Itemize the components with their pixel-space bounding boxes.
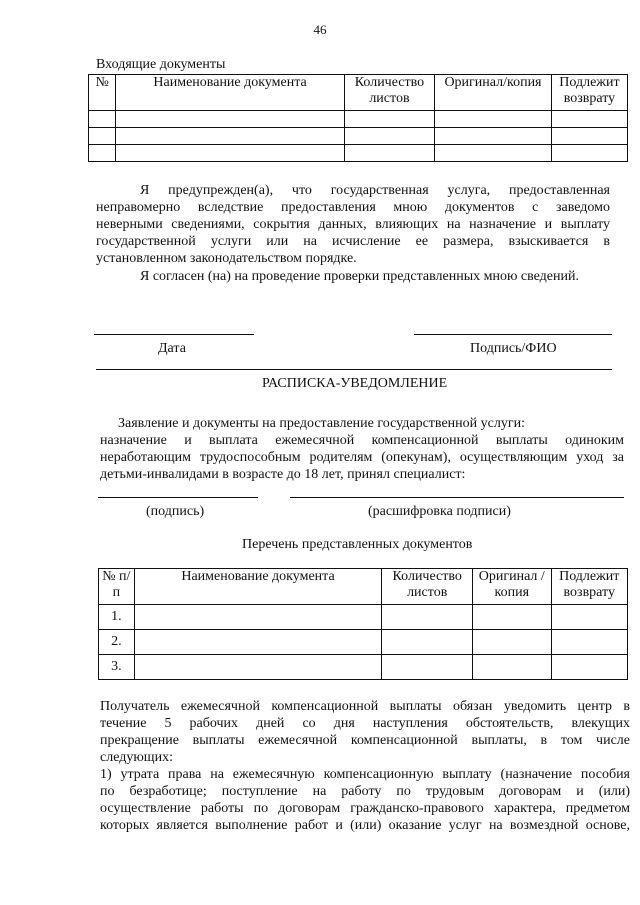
receipt-intro: Заявление и документы на предоставление государственной услуги:	[118, 416, 525, 431]
docs-col-original: Оригинал /копия	[473, 569, 551, 605]
incoming-col-sheets: Количество листов	[344, 75, 434, 111]
obligation-line-5: 1) утрата права на ежемесячную компенсационную выплату (назначение пособия	[100, 767, 630, 782]
table-row	[89, 128, 628, 145]
page-number: 46	[313, 22, 327, 37]
receipt-decode-label: (расшифровка подписи)	[368, 504, 511, 519]
incoming-col-no: №	[89, 75, 116, 111]
docs-col-sheets: Количество листов	[382, 569, 473, 605]
table-row	[89, 145, 628, 162]
date-line	[94, 334, 254, 335]
row-number: 1.	[99, 605, 135, 630]
date-label: Дата	[158, 341, 186, 356]
table-row	[99, 630, 628, 655]
receipt-sign-label: (подпись)	[146, 504, 205, 519]
signature-line	[414, 334, 612, 335]
separator-line	[96, 369, 612, 370]
obligation-line-7: осуществление работы по договорам гражданско-правового характера, предметом	[100, 801, 630, 816]
obligation-line-8: которых является выполнение работ и (или) оказание услуг на возмездной основе,	[100, 818, 630, 833]
signature-label: Подпись/ФИО	[470, 341, 557, 356]
warning-line-5: установленном законодательством порядке.	[96, 251, 357, 266]
incoming-col-original: Оригинал/копия	[435, 75, 552, 111]
obligation-line-2: течение 5 рабочих дней со дня наступления обстоятельств, влекущих	[100, 716, 630, 731]
warning-line-1: Я предупрежден(а), что государственная услуга, предоставленная	[140, 183, 610, 198]
warning-line-3: неверными сведениями, сокрытия данных, влияющих на назначение и выплату	[96, 217, 610, 232]
row-number: 3.	[99, 655, 135, 680]
docs-col-name: Наименование документа	[134, 569, 382, 605]
obligation-line-6: по безработице; поступление на работу по трудовым договорам и (или)	[100, 784, 630, 799]
table-row	[89, 111, 628, 128]
table-row	[99, 605, 628, 630]
receipt-title: РАСПИСКА-УВЕДОМЛЕНИЕ	[262, 376, 448, 391]
docs-col-return: Подлежит возврату	[551, 569, 627, 605]
receipt-line-2: неработающим трудоспособным родителям (опекунам), осуществляющим уход за	[100, 450, 624, 465]
receipt-line-3: детьми-инвалидами в возрасте до 18 лет, принял специалист:	[100, 467, 466, 482]
row-number: 2.	[99, 630, 135, 655]
docs-list-table	[98, 568, 628, 680]
receipt-sign-line	[98, 497, 258, 498]
receipt-line-1: назначение и выплата ежемесячной компенсационной выплаты одиноким	[100, 433, 624, 448]
docs-list-title: Перечень представленных документов	[242, 537, 473, 552]
obligation-line-4: следующих:	[100, 750, 173, 765]
warning-line-4: государственной услуги или на исчисление ее размера, взыскивается в	[96, 234, 610, 249]
warning-line-2: неправомерно вследствие предоставления мною документов с заведомо	[96, 200, 610, 215]
incoming-col-name: Наименование документа	[116, 75, 344, 111]
docs-col-no: № п/п	[99, 569, 135, 605]
obligation-line-3: прекращение выплаты ежемесячной компенсационной выплаты, в том числе	[100, 733, 630, 748]
incoming-title: Входящие документы	[96, 57, 226, 72]
obligation-line-1: Получатель ежемесячной компенсационной выплаты обязан уведомить центр в	[100, 699, 630, 714]
consent-text: Я согласен (на) на проведение проверки представленных мною сведений.	[140, 269, 579, 284]
receipt-decode-line	[290, 497, 624, 498]
table-row	[99, 655, 628, 680]
incoming-table	[88, 74, 628, 162]
incoming-col-return: Подлежит возврату	[551, 75, 627, 111]
